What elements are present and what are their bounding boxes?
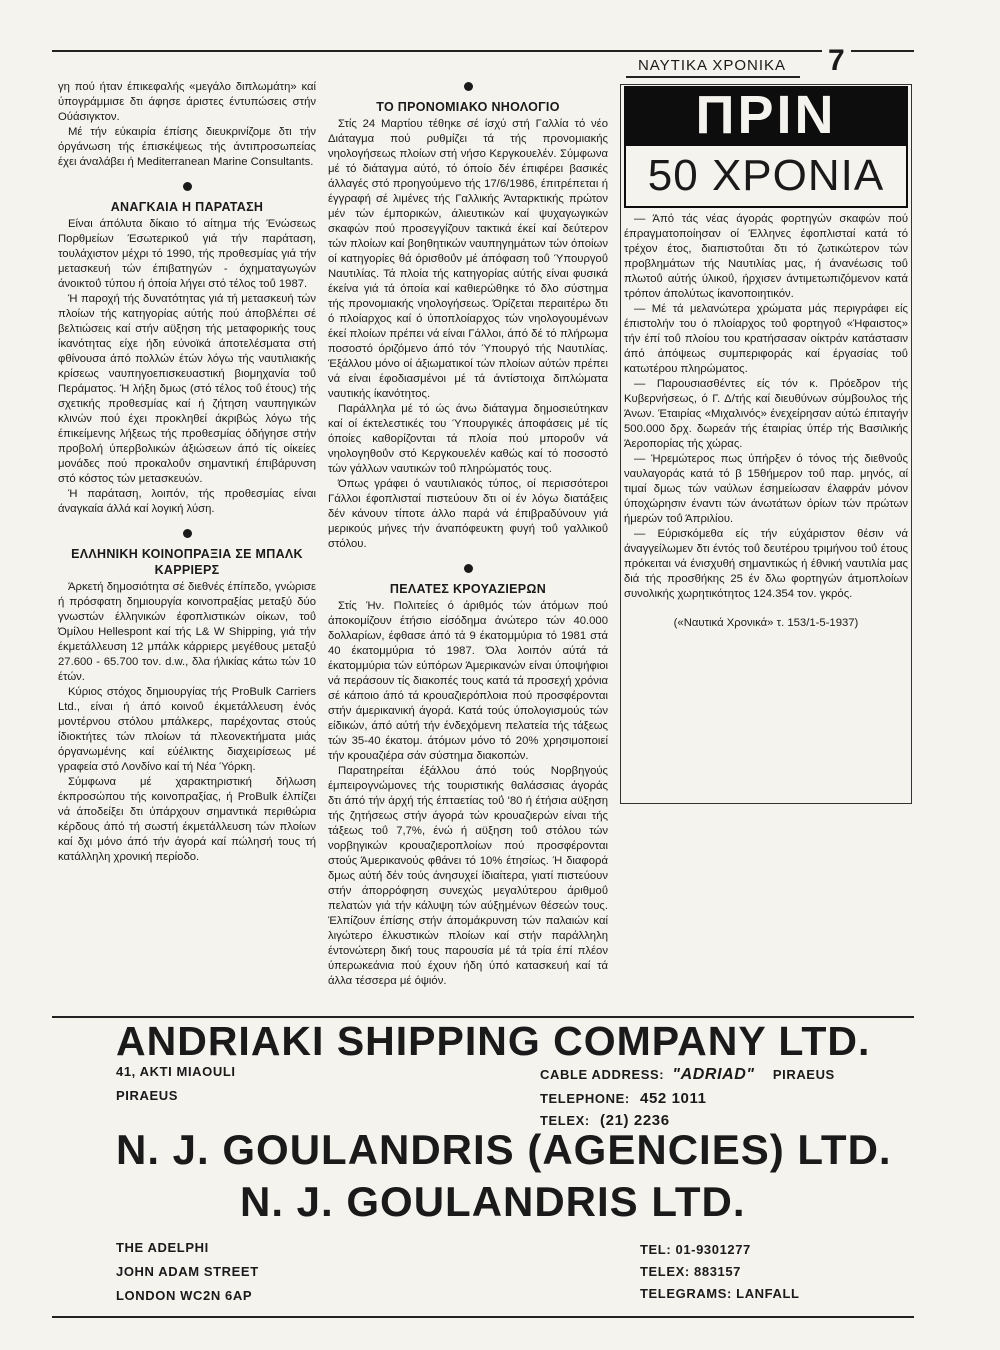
column-1: [58, 80, 316, 865]
section-heading: ΕΛΛΗΝΙΚΗ ΚΟΙΝΟΠΡΑΞΙΑ ΣΕ ΜΠΑΛΚ ΚΑΡΡΙΕΡΣ: [71, 547, 303, 577]
ad-telephone-line: [540, 1090, 707, 1107]
header-rule: [52, 50, 914, 52]
section-heading: ΑΝΑΓΚΑΙΑ Η ΠΑΡΑΤΑΣΗ: [110, 200, 264, 214]
sidebar-paragraph: — Εύρισκόμεθα είς τήν εύχάριστον θέσιν νά άναγγείλωμεν δτι έντός τοΰ δευτέρου τριμήνου τοΰ έτους πρόκειται νά ένισχυθή σημαντικώς ή έθνική ναυτιλία μας διά τής προσθήκης 25 έν δλω φορτηγών άτμοπλοίων συνολικής χωρητικότητος 124.354 τον. γκρός.: [624, 528, 908, 600]
ad-address-line: JOHN ADAM STREET: [116, 1264, 259, 1279]
ad-telex-label: TELEX:: [540, 1113, 590, 1128]
paragraph: Όπως γράφει ό ναυτιλιακός τύπος, οί περισσότεροι Γάλλοι έφοπλισταί πιστεύουν δτι οί έν λόγω διατάξεις δέν κάνουν τίποτε άλλο παρά νά έπιβραδύνουν γιά μερικούς μήνες τήν άναπόφευκτη φυγή τοΰ γαλλικοΰ στόλου.: [328, 478, 608, 550]
ad-address-line: THE ADELPHI: [116, 1240, 209, 1255]
ad-telegrams-line: TELEGRAMS: LANFALL: [640, 1286, 800, 1301]
paragraph: Στίς Ήν. Πολιτείες ό άριθμός τών άτόμων πού άποκομίζουν έτήσιο είσόδημα άνώτερο τών 40.000 δολλαρίων, έφθασε άπό τά 9 έκατομμύρια τό 1981 στά 40 έκατομμύρια τό 1987. Όλα λοιπόν αύτά τά έκατομμύρια τών εύπόρων Άμερικανών είναι ύποψήφιοι νά περάσουν τίς διακοπές τους κατά τά προσεχή χρόνια σέ κάποιο άπό τά κρουαζιερόπλοια πού προσφέρονται στήν άμερικανική άγορά. Κατά τούς ύπολογισμούς τών είδικών, άπό αύτή τήν ένδεχόμενη πελατεία τής τάξεως τών 35-40 έκατομ. άτόμων μόνο τό 20% χρησιμοποιεί τήν κρουαζιέρα σάν σύστημα διακοπών.: [328, 600, 608, 762]
ad-telephone-value: 452 1011: [640, 1090, 707, 1107]
paragraph: Παράλληλα μέ τό ώς άνω διάταγμα δημοσιεύτηκαν καί οί έκτελεστικές του Ύπουργικές άποφάσεις μέ τίς όποίες καθορίζονται τά πλοία πού μποροΰν νά νηολογηθοΰν στό Κεργκουελέν καθώς καί τό ποσοστό τών γάλλων ναυτικών τοΰ πληρώματός τους.: [328, 403, 608, 475]
paragraph: Κύριος στόχος δημιουργίας τής ProBulk Carriers Ltd., είναι ή άπό κοινοΰ έκμετάλλευση ένός μοντέρνου στόλου μπάλκερς, παρέχοντας στούς ίδιοκτήτες τών πλοίων τά πλεονεκτήματα μιάς όργανωμένης καί εύέλικτης διαχειρίσεως μέ γραφεία στό Λονδίνο καί τή Νέα Ύόρκη.: [58, 686, 316, 773]
ad-address-line: 41, AKTI MIAOULI: [116, 1064, 236, 1079]
paragraph: Στίς 24 Μαρτίου τέθηκε σέ ίσχύ στή Γαλλία τό νέο Διάταγμα πού ρυθμίζει τά τής προνομιακής νηολογήσεως πλοίων στή νήσο Κεργκουελέν. Σύμφωνα μέ τό διάταγμα αύτό, τό όποίο δέν έπιφέρει βασικές άλλαγές στό προηγούμενο τής 17/6/1986, έπιτρέπεται ή έγγραφή σέ λιμένες τής Γαλλικής Άνταρκτικής πρώτον μέν τών έμπορικών, άλιευτικών καί ψυχαγωγικών σκαφών πού προσεγγίζουν τακτικά έκεί καί δεύτερον τών πλοίων καί βοηθητικών ναυπηγημάτων τών όποίων οί κατηγορίες θά όρισθοΰν μέ άπόφαση τοΰ Ύπουργοΰ Ναυτιλίας. Τά πλοία τής κατηγορίας αύτής είναι φυσικά έκείνα γιά τά όποία καί καθιερώθηκε τό δλο σύστημα τής προνομιακής νηολογήσεως. Όρίζεται περαιτέρω δτι ό πλοίαρχος καί ό ύποπλοίαρχος τών νηολογουμένων έκεί πλοίων πρέπει νά είναι Γάλλοι, άπό δέ τό πλήρωμα ποσοστό όριζόμενο άπό τόν Ύπουργό τής Ναυτιλίας. Έξάλλου μόνο οί άξιωματικοί τών πλοίων αύτών πρέπει νά είναι έφοδιασμένοι μέ τά άντίστοιχα διπλώματα ναυτικής ίκανότητος.: [328, 118, 608, 400]
sidebar-title-top: ΠΡΙΝ: [624, 86, 908, 144]
sidebar-title-box: [624, 86, 908, 210]
ad-tel-line: TEL: 01-9301277: [640, 1242, 751, 1257]
sidebar-citation: («Ναυτικά Χρονικά» τ. 153/1-5-1937): [673, 617, 859, 629]
ad-telex-value: (21) 2236: [600, 1112, 670, 1129]
bullet-dot: [464, 82, 473, 91]
section-heading: ΤΟ ΠΡΟΝΟΜΙΑΚΟ ΝΗΟΛΟΓΙΟ: [376, 100, 560, 114]
publication-name: ΝΑΥΤΙΚΑ ΧΡΟΝΙΚΑ: [637, 57, 787, 74]
paragraph: Είναι άπόλυτα δίκαιο τό αίτημα τής Ένώσεως Πορθμείων Έσωτερικοΰ γιά τήν παράταση, τουλάχιστον μέχρι τό 1990, τής προθεσμίας γιά τήν μετασκευή τών έπιβατηγών - όχηματαγωγών άνοικτοΰ τύπου ή όποία λήγει στό τέλος τοΰ 1987.: [58, 218, 316, 290]
bullet-dot: [183, 529, 192, 538]
sidebar-paragraph: — Παρουσιασθέντες είς τόν κ. Πρόεδρον τής Κυβερνήσεως, ό Γ. Δ/τής καί διευθύνων σύμβουλος τής Άνων. Έταιρίας «Μιχαλινός» ένεχείρησαν αύτώ έπιταγήν 500.000 δρχ. δωρεάν τής έταιρίας ύπέρ τής Βασιλικής Άεροπορίας τής χώρας.: [624, 378, 908, 450]
sidebar-title-bottom: 50 ΧΡΟΝΙΑ: [624, 144, 908, 208]
ad-cable-value: "ADRIAD": [672, 1066, 755, 1083]
paragraph: Παρατηρείται έξάλλου άπό τούς Νορβηγούς έμπειρογνώμονες τής τουριστικής θαλάσσιας άγοράς δτι άπό τήν άρχή τής έπταετίας τοΰ '80 ή έτήσια αϋξηση τής ζητήσεως στήν άγορά τών κρουαζιερών είναι τής τάξεως τοΰ 7,7%, ένώ ή αϋξηση τοΰ στόλου τών νορβηγικών κρουαζιεροπλοίων πού προσφέρονται στούς Άμερικανούς φθάνει τό 10% έτησίως. Ή διαφορά δμως αύτή δέν τούς άνησυχεί ίδιαίτερα, γιατί πιστεύουν στήν άπορρόφηση συνεχώς μεγαλύτερου άριθμοΰ πελατών γιά τήν κάλυψη τών αύξημένων θέσεών τους. Έλπίζουν έπίσης στήν άπομάκρυνση τών παλαιών καί λιγώτερο έλκυστικών πλοίων καί στήν παράλληλη έντονώτερη δική τους παρουσία μέ τά τρία έπί πλέον ύπερωκεάνια πού έχουν ήδη ύπό κατασκευή καί τά άλλα τέσσερα μέ όψιόν.: [328, 765, 608, 987]
section-heading: ΠΕΛΑΤΕΣ ΚΡΟΥΑΖΙΕΡΩΝ: [389, 582, 547, 596]
page-number: 7: [822, 44, 851, 78]
paragraph: Μέ τήν εύκαιρία έπίσης διευκρινίζομε δτι τήν όργάνωση τής έπισκέψεως τής άντιπροσωπείας έχει άναλάβει ή Mediterranean Marine Consultants.: [58, 126, 316, 168]
ad-address-line: PIRAEUS: [116, 1088, 178, 1103]
paragraph: Ή παράταση, λοιπόν, τής προθεσμίας είναι άναγκαία άλλά καί λογική λύση.: [58, 488, 316, 515]
ad-telephone-label: TELEPHONE:: [540, 1091, 630, 1106]
paragraph: Σύμφωνα μέ χαρακτηριστική δήλωση έκπροσώπου τής κοινοπραξίας, ή ProBulk έλπίζει νά άποδείξει δτι ύπάρχουν σημαντικά περιθώρια κέρδους άπό τή σωστή έκμετάλλευση τών πλοίων καί δχι μόνο άπό τήν άγορά καί πώλησή τους τή κατάλληλη χρονική περίοδο.: [58, 776, 316, 863]
bullet-dot: [183, 182, 192, 191]
ad-cable-label: CABLE ADDRESS:: [540, 1067, 665, 1082]
bullet-dot: [464, 564, 473, 573]
ad-company-andriaki: ANDRIAKI SHIPPING COMPANY LTD.: [116, 1018, 871, 1064]
ad-address-line: LONDON WC2N 6AP: [116, 1288, 253, 1303]
ad-telex-line: TELEX: 883157: [640, 1264, 742, 1279]
sidebar-paragraph: — Μέ τά μελανώτερα χρώματα μάς περιγράφει είς έπιστολήν του ό πλοίαρχος τοΰ φορτηγοΰ «Ήφαιστος» τήν έπί τοΰ πλοίου του κρατήσασαν οίκτράν κατάστασιν άπό άπόψεως συμπεριφοράς καί έργασίας τοΰ κατωτέρου πληρώματος.: [624, 303, 908, 375]
sidebar-paragraph: — Ήρεμώτερος πως ύπήρξεν ό τόνος τής διεθνοΰς ναυλαγοράς κατά τό β 15θήμερον τοΰ παρ. μηνός, αί τιμαί δμως τών ναύλων έσημείωσαν έλαφράν μόνον ύποχώρησιν έναντι τών άνωτάτων όρίων τών πρώτων ήμερών τοΰ Άπριλίου.: [624, 453, 908, 525]
ad-company-goulandris-agencies: N. J. GOULANDRIS (AGENCIES) LTD.: [116, 1126, 892, 1173]
column-2: [328, 80, 608, 989]
publication-underline: [626, 76, 800, 78]
ad-cable-city: PIRAEUS: [772, 1067, 835, 1082]
ad-bottom-rule: [52, 1316, 914, 1318]
ad-cable-line: [540, 1066, 835, 1084]
paragraph: γη πού ήταν έπικεφαλής «μεγάλο διπλωμάτη» καί ύπογράμμισε δτι άφησε άριστες έντυπώσεις στήν Ούάσιγκτον.: [58, 81, 316, 123]
sidebar-text: [624, 212, 908, 631]
paragraph: Ή παροχή τής δυνατότητας γιά τή μετασκευή τών πλοίων τής κατηγορίας αύτής πού άποβλέπει σέ βελτιώσεις καί στήν αϋξηση τής μεταφορικής τους ίκανότητας είχε ήδη εύνοϊκά άποτελέσματα στή φθίνουσα άπό πολλών έτών λόγω τής ναυτιλιακής κρίσεως ναυπηγοεπισκευαστική βιομηχανία τοΰ Περάματος. Ή λήξη δμως (στό τέλος τοΰ έτους) τής σχετικής προθεσμίας καί ή ζήτηση ναυπηγικών κλινών πού έχει προκληθεί άκριβώς λόγω τής έπικείμενης λήξεως τής προθεσμίας όδήγησε στήν προβολή ύπερβολικών άξιώσεων άπό τίς οίκείες μονάδες πού προκαλοΰν σημαντική έπιβάρυνση στό κόστος τών μετασκευών.: [58, 293, 316, 485]
ad-company-goulandris: N. J. GOULANDRIS LTD.: [240, 1178, 746, 1225]
paragraph: Άρκετή δημοσιότητα σέ διεθνές έπίπεδο, γνώρισε ή πρόσφατη δημιουργία κοινοπραξίας μεταξύ δύο γνωστών έλληνικών έφοπλιστικών οίκων, τοΰ Όμίλου Hellespont καί τής L& W Shipping, γιά τήν έκμετάλλευση 12 μπάλκ κάρριερς μεγέθους μεταξύ 27.600 - 65.700 τον. d.w., δλα ήλικίας κάτω τών 10 έτών.: [58, 581, 316, 683]
sidebar-paragraph: — Άπό τάς νέας άγοράς φορτηγών σκαφών πού έπραγματοποίησαν οί Έλληνες έφοπλισταί κατά τό τρέχον έτος, διαπιστοΰται δτι τό ζωτικώτερον τών προβλημάτων τής Ναυτιλίας μας, ή άνανέωσις τοΰ πλωτοΰ αύτής ύλικοΰ, ήρχισεν άντιμετωπιζόμενον κατά τρόπον άπολύτως ίκανοποιητικόν.: [624, 213, 908, 300]
